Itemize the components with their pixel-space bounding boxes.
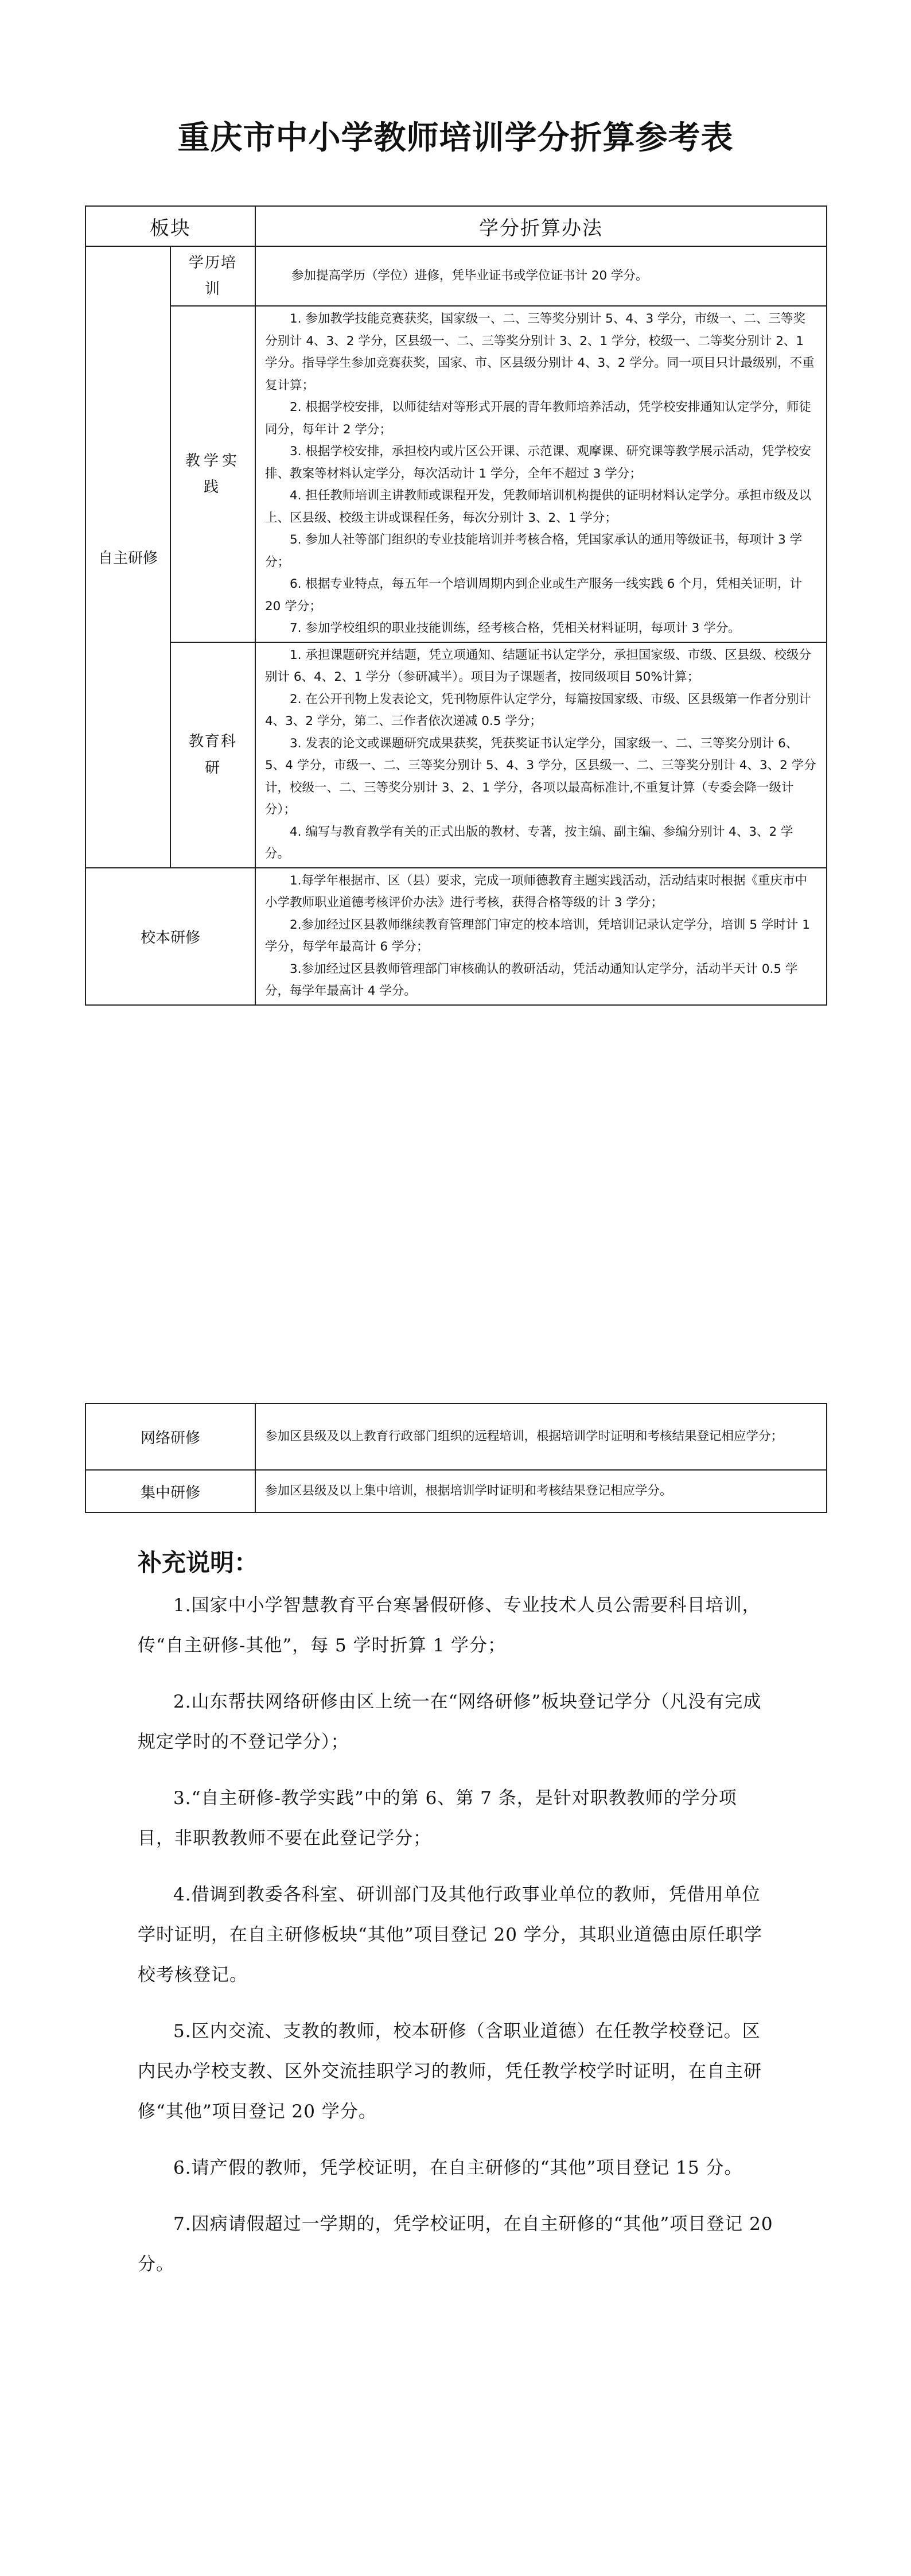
supplement-item: 5.区内交流、支教的教师，校本研修（含职业道德）在任教学校登记。区内民办学校支教、区外交流挂职学习的教师，凭任教学校学时证明，在自主研修“其他”项目登记 20 学分。 <box>138 2021 762 2122</box>
content-paragraph: 1. 承担课题研究并结题，凭立项通知、结题证书认定学分，承担国家级、市级、区县级、校级分别计 6、4、2、1 学分（参研减半）。项目为子课题者，按同级项目 50%计算； <box>265 647 811 684</box>
content-paragraph: 参加区县级及以上教育行政部门组织的远程培训，根据培训学时证明和考核结果登记相应学分； <box>265 1429 784 1444</box>
content-paragraph: 3.参加经过区县教师管理部门审核确认的教研活动，凭活动通知认定学分，活动半天计 0.5 学分，每学年最高计 4 学分。 <box>265 961 798 998</box>
content-paragraph: 3. 发表的论文或课题研究成果获奖，凭获奖证书认定学分，国家级一、二、三等奖分别计 6、5、4 学分，市级一、二、三等奖分别计 5、4、3 学分，区县级一、二、三等奖分别计 4、3、2 学分计，校级一、二、三等奖分别计 3、2、1 学分，各项以最高标准计,不重复计算（专委会降一级计分）； <box>265 736 816 817</box>
content-paragraph: 1.每学年根据市、区（县）要求，完成一项师德教育主题实践活动，活动结束时根据《重庆市中小学教师职业道德考核评价办法》进行考核，获得合格等级的计 3 学分； <box>265 873 808 910</box>
content-school-based <box>255 868 827 1005</box>
supplement-list <box>138 1585 773 2300</box>
content-paragraph: 3. 根据学校安排，承担校内或片区公开课、示范课、观摩课、研究课等教学展示活动，凭学校安排、教案等材料认定学分，每次活动计 1 学分，全年不超过 3 学分； <box>265 444 811 481</box>
table-row-research <box>85 642 827 868</box>
table-row-teaching-practice <box>85 306 827 642</box>
content-paragraph: 5. 参加人社等部门组织的专业技能培训并考核合格，凭国家承认的通用等级证书，每项计 3 学分； <box>265 533 803 569</box>
table-header-row <box>85 206 827 246</box>
content-paragraph: 参加提高学历（学位）进修，凭毕业证书或学位证书计 20 学分。 <box>291 268 648 283</box>
content-paragraph: 2.参加经过区县教师继续教育管理部门审定的校本培训，凭培训记录认定学分，培训 5 学时计 1 学分，每学年最高计 6 学分； <box>265 917 810 954</box>
supplement-item: 1.国家中小学智慧教育平台寒暑假研修、专业技术人员公需要科目培训，传“自主研修-其他”，每 5 学时折算 1 学分； <box>138 1595 761 1656</box>
table-row-online <box>85 1403 827 1470</box>
category-self-study: 自主研修 <box>85 246 170 868</box>
supplement-item: 3.“自主研修-教学实践”中的第 6、第 7 条，是针对职教教师的学分项目，非职教教师不要在此登记学分； <box>138 1788 737 1849</box>
content-paragraph: 2. 根据学校安排，以师徒结对等形式开展的青年教师培养活动，凭学校安排通知认定学分，师徒同分，每年计 2 学分； <box>265 400 811 437</box>
header-category: 板块 <box>85 206 255 246</box>
content-paragraph: 6. 根据专业特点，每五年一个培训周期内到企业或生产服务一线实践 6 个月，凭相关证明，计 20 学分； <box>265 577 803 614</box>
table-row-education <box>85 246 827 306</box>
subcategory-education: 学历培训 <box>170 246 255 306</box>
table-row-centralized <box>85 1470 827 1512</box>
page-title: 重庆市中小学教师培训学分折算参考表 <box>177 119 734 157</box>
content-paragraph: 4. 担任教师培训主讲教师或课程开发，凭教师培训机构提供的证明材料认定学分。承担市级及以上、区县级、校级主讲或课程任务，每次分别计 3、2、1 学分； <box>265 488 811 525</box>
supplement-item: 6.请产假的教师，凭学校证明，在自主研修的“其他”项目登记 15 分。 <box>173 2158 743 2178</box>
credit-table-continued <box>85 1403 827 1513</box>
content-teaching-practice <box>255 306 827 642</box>
category-centralized-study: 集中研修 <box>85 1470 255 1512</box>
content-paragraph: 2. 在公开刊物上发表论文，凭刊物原件认定学分，每篇按国家级、市级、区县级第一作者分别计 4、3、2 学分，第二、三作者依次递减 0.5 学分； <box>265 692 811 728</box>
content-paragraph: 7. 参加学校组织的职业技能训练，经考核合格，凭相关材料证明，每项计 3 学分。 <box>290 621 741 635</box>
supplement-title: 补充说明： <box>138 1549 259 1577</box>
content-research <box>255 642 827 868</box>
credit-table <box>85 205 827 1006</box>
supplement-item: 4.借调到教委各科室、研训部门及其他行政事业单位的教师，凭借用单位学时证明，在自主研修板块“其他”项目登记 20 学分，其职业道德由原任职学校考核登记。 <box>138 1884 762 1985</box>
content-paragraph: 4. 编写与教育教学有关的正式出版的教材、专著，按主编、副主编、参编分别计 4、3、2 学分。 <box>265 824 793 861</box>
table-row-school-based <box>85 868 827 1005</box>
subcategory-teaching-practice: 教学实践 <box>170 306 255 642</box>
content-paragraph: 参加区县级及以上集中培训，根据培训学时证明和考核结果登记相应学分。 <box>265 1483 672 1498</box>
content-paragraph: 1. 参加教学技能竞赛获奖，国家级一、二、三等奖分别计 5、4、3 学分，市级一、二、三等奖分别计 4、3、2 学分，区县级一、二、三等奖分别计 3、2、1 学分，校级一、二等奖分别计 2、1 学分。指导学生参加竞赛获奖，国家、市、区县级分别计 4、3、2 学分。同一项目只计最级别，不重复计算； <box>265 312 815 393</box>
content-education <box>255 246 827 306</box>
category-online-study: 网络研修 <box>85 1403 255 1470</box>
content-centralized-study <box>255 1470 827 1512</box>
category-school-based: 校本研修 <box>85 868 255 1005</box>
supplement-item: 2.山东帮扶网络研修由区上统一在“网络研修”板块登记学分（凡没有完成规定学时的不登记学分）； <box>138 1692 762 1752</box>
header-method: 学分折算办法 <box>255 206 827 246</box>
supplement-item: 7.因病请假超过一学期的，凭学校证明，在自主研修的“其他”项目登记 20 分。 <box>138 2214 773 2275</box>
subcategory-research: 教育科研 <box>170 642 255 868</box>
content-online-study <box>255 1403 827 1470</box>
